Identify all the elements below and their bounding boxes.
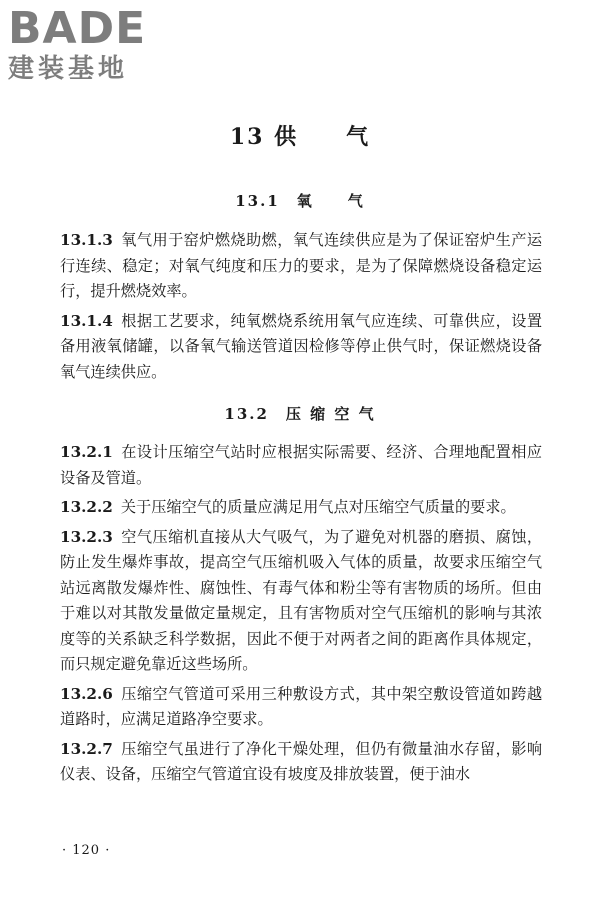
clause <box>60 228 542 305</box>
clause-number: 13.2.1 <box>60 443 113 461</box>
chapter-title: 13 供 气 <box>229 124 371 150</box>
clause-number: 13.2.6 <box>60 684 113 703</box>
page-number: · 120 · <box>62 843 111 858</box>
section-title-compressed-air: 13.2 压 缩 空 气 <box>224 405 376 423</box>
section-compressed-air-body <box>60 440 542 792</box>
clause-text: 关于压缩空气的质量应满足用气点对压缩空气质量的要求。 <box>120 498 516 516</box>
logo-subtitle: 建装基地 <box>8 54 129 84</box>
logo-brand-text: BADE <box>8 3 147 54</box>
clause <box>60 737 542 788</box>
clause-text: 根据工艺要求，纯氧燃烧系统用氧气应连续、可靠供应，设置备用液氧储罐，以备氧气输送管道因检修等停止供气时，保证燃烧设备氧气连续供应。 <box>60 311 542 381</box>
clause <box>60 682 542 733</box>
clause-number: 13.1.3 <box>60 231 113 249</box>
clause-text: 空气压缩机直接从大气吸气，为了避免对机器的磨损、腐蚀，防止发生爆炸事故，提高空气压缩机吸入气体的质量，故要求压缩空气站远离散发爆炸性、腐蚀性、有毒气体和粉尘等有害物质的场所。但由于难以对其散发量做定量规定，且有害物质对空气压缩机的影响与其浓度等的关系缺乏科学数据，因此不便于对两者之间的距离作具体规定，而只规定避免靠近这些场所。 <box>60 527 542 673</box>
clause-text: 氧气用于窑炉燃烧助燃，氧气连续供应是为了保证窑炉生产运行连续、稳定；对氧气纯度和压力的要求，是为了保障燃烧设备稳定运行，提升燃烧效率。 <box>60 231 542 300</box>
clause <box>60 309 542 386</box>
section-title-oxygen: 13.1 氧 气 <box>235 192 365 210</box>
brand-logo <box>8 3 178 84</box>
clause <box>60 525 542 678</box>
clause-number: 13.2.7 <box>60 739 113 758</box>
clause-text: 压缩空气虽进行了净化干燥处理，但仍有微量油水存留，影响仪表、设备，压缩空气管道宜设有坡度及排放装置，便于油水 <box>60 739 542 783</box>
clause <box>60 495 542 521</box>
clause <box>60 440 542 491</box>
clause-text: 在设计压缩空气站时应根据实际需要、经济、合理地配置相应设备及管道。 <box>60 443 542 487</box>
clause-number: 13.2.2 <box>60 498 113 516</box>
section-oxygen-body <box>60 228 542 389</box>
clause-number: 13.1.4 <box>60 311 113 330</box>
clause-text: 压缩空气管道可采用三种敷设方式，其中架空敷设管道如跨越道路时，应满足道路净空要求。 <box>60 684 542 728</box>
clause-number: 13.2.3 <box>60 527 113 546</box>
